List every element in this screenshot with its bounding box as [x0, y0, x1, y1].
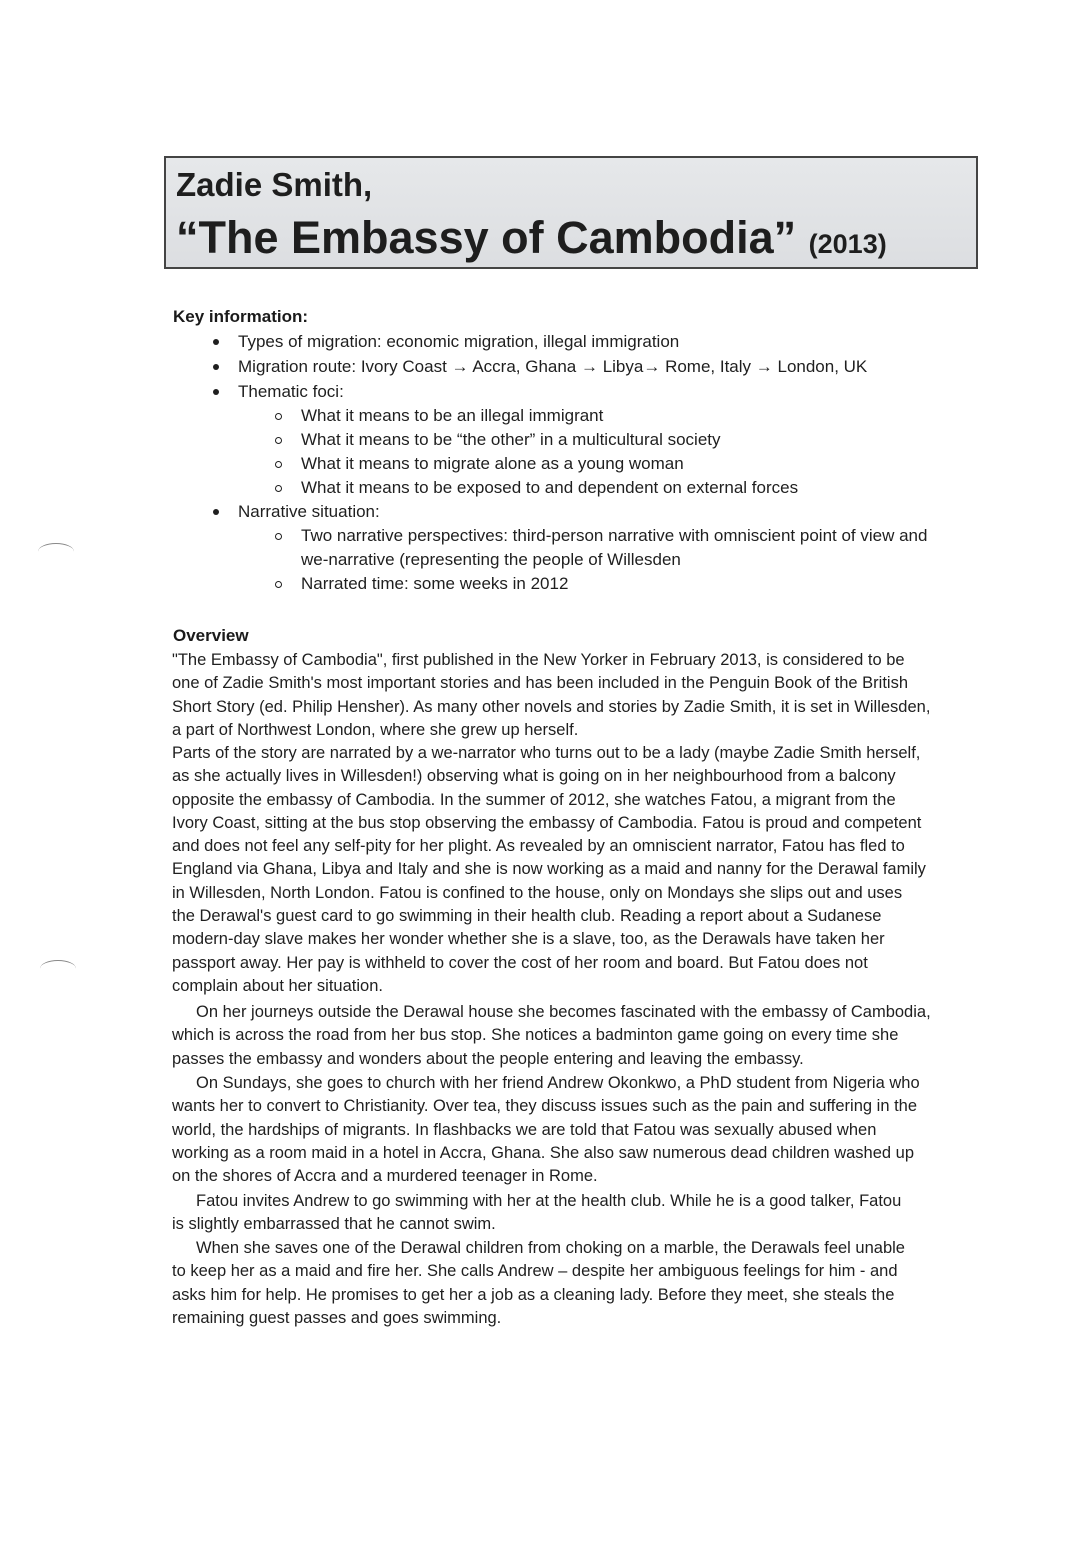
text-line: modern-day slave makes her wonder whether she is a slave, too, as the Derawals have taken her	[172, 930, 885, 949]
story-year: (2013)	[808, 229, 887, 259]
list-item: Types of migration: economic migration, illegal immigration	[238, 332, 680, 351]
scan-mark	[38, 543, 74, 560]
overview-paragraph	[172, 742, 968, 998]
sub-list-item-continuation: we-narrative (representing the people of Willesden	[301, 550, 681, 569]
text-line: When she saves one of the Derawal children from choking on a marble, the Derawals feel unable	[196, 1239, 905, 1257]
text-line: Parts of the story are narrated by a we-narrator who turns out to be a lady (maybe Zadie Smith herself,	[172, 744, 921, 762]
text-line: as she actually lives in Willesden!) observing what is going on in her neighbourhood from a balcony	[172, 767, 896, 786]
text-line: is slightly embarrassed that he cannot swim.	[172, 1215, 496, 1234]
sub-list-item: What it means to be an illegal immigrant	[301, 406, 604, 425]
text-line: passport away. Her pay is withheld to cover the cost of her room and board. But Fatou does not	[172, 953, 868, 972]
list-item: Thematic foci:	[238, 382, 344, 401]
overview-paragraph	[172, 1001, 968, 1071]
text-line: Short Story (ed. Philip Hensher). As many other novels and stories by Zadie Smith, it is set in Willesden,	[172, 697, 931, 716]
sub-list-item: What it means to be “the other” in a multicultural society	[301, 430, 721, 449]
text-line: a part of Northwest London, where she grew up herself.	[172, 720, 579, 739]
text-line: "The Embassy of Cambodia", first published in the New Yorker in February 2013, is considered to be	[172, 651, 905, 669]
sub-list-item: Two narrative perspectives: third-person narrative with omniscient point of view and	[301, 526, 928, 545]
text-line: which is across the road from her bus stop. She notices a badminton game going on every time she	[172, 1026, 899, 1045]
story-name: “The Embassy of Cambodia”	[176, 212, 797, 263]
text-line: working as a room maid in a hotel in Accra, Ghana. She also saw numerous dead children washed up	[172, 1143, 915, 1162]
text-line: and does not feel any self-pity for her plight. As revealed by an omniscient narrator, Fatou has fled to	[172, 837, 905, 856]
key-information-heading: Key information:	[173, 307, 309, 326]
title-box	[164, 156, 978, 269]
sub-list-item: What it means to be exposed to and dependent on external forces	[301, 478, 799, 497]
text-line: opposite the embassy of Cambodia. In the summer of 2012, she watches Fatou, a migrant from the	[172, 790, 896, 809]
overview-heading: Overview	[173, 626, 249, 645]
text-line: to keep her as a maid and fire her. She calls Andrew – despite her ambiguous feelings for him - and	[172, 1262, 898, 1281]
text-line: England via Ghana, Libya and Italy and she is now working as a maid and nanny for the Derawal family	[172, 860, 926, 879]
text-line: world, the hardships of migrants. In flashbacks we are told that Fatou was sexually abused when	[172, 1120, 877, 1139]
text-line: On her journeys outside the Derawal house she becomes fascinated with the embassy of Cambodia,	[196, 1003, 931, 1021]
text-line: wants her to convert to Christianity. Over tea, they discuss issues such as the pain and suffering in the	[172, 1097, 918, 1116]
list-item: Narrative situation:	[238, 502, 380, 521]
overview-paragraph	[172, 649, 968, 742]
text-line: asks him for help. He promises to get her a job as a cleaning lady. Before they meet, she steals the	[172, 1285, 895, 1304]
text-line: On Sundays, she goes to church with her friend Andrew Okonkwo, a PhD student from Nigeria who	[196, 1074, 920, 1092]
author-name: Zadie Smith,	[176, 166, 373, 203]
text-line: Ivory Coast, sitting at the bus stop observing the embassy of Cambodia. Fatou is proud and competent	[172, 813, 922, 832]
text-line: the Derawal's guest card to go swimming in their health club. Reading a report about a Sudanese	[172, 907, 882, 926]
text-line: one of Zadie Smith's most important stories and has been included in the Penguin Book of the British	[172, 674, 908, 693]
sub-list-item: What it means to migrate alone as a young woman	[301, 454, 684, 473]
text-line: in Willesden, North London. Fatou is confined to the house, only on Mondays she slips out and uses	[172, 883, 903, 902]
text-line: complain about her situation.	[172, 976, 383, 995]
overview-paragraph	[172, 1190, 968, 1237]
list-item: Migration route: Ivory Coast → Accra, Ghana → Libya→ Rome, Italy → London, UK	[238, 357, 868, 376]
overview-paragraph	[172, 1072, 968, 1188]
text-line: passes the embassy and wonders about the people entering and leaving the embassy.	[172, 1049, 804, 1068]
text-line: Fatou invites Andrew to go swimming with her at the health club. While he is a good talker, Fatou	[196, 1192, 902, 1210]
sub-list-item: Narrated time: some weeks in 2012	[301, 574, 569, 593]
story-title	[176, 212, 887, 264]
scan-mark	[40, 960, 76, 977]
text-line: remaining guest passes and goes swimming.	[172, 1308, 502, 1327]
overview-paragraph	[172, 1237, 968, 1330]
text-line: on the shores of Accra and a murdered teenager in Rome.	[172, 1167, 598, 1186]
